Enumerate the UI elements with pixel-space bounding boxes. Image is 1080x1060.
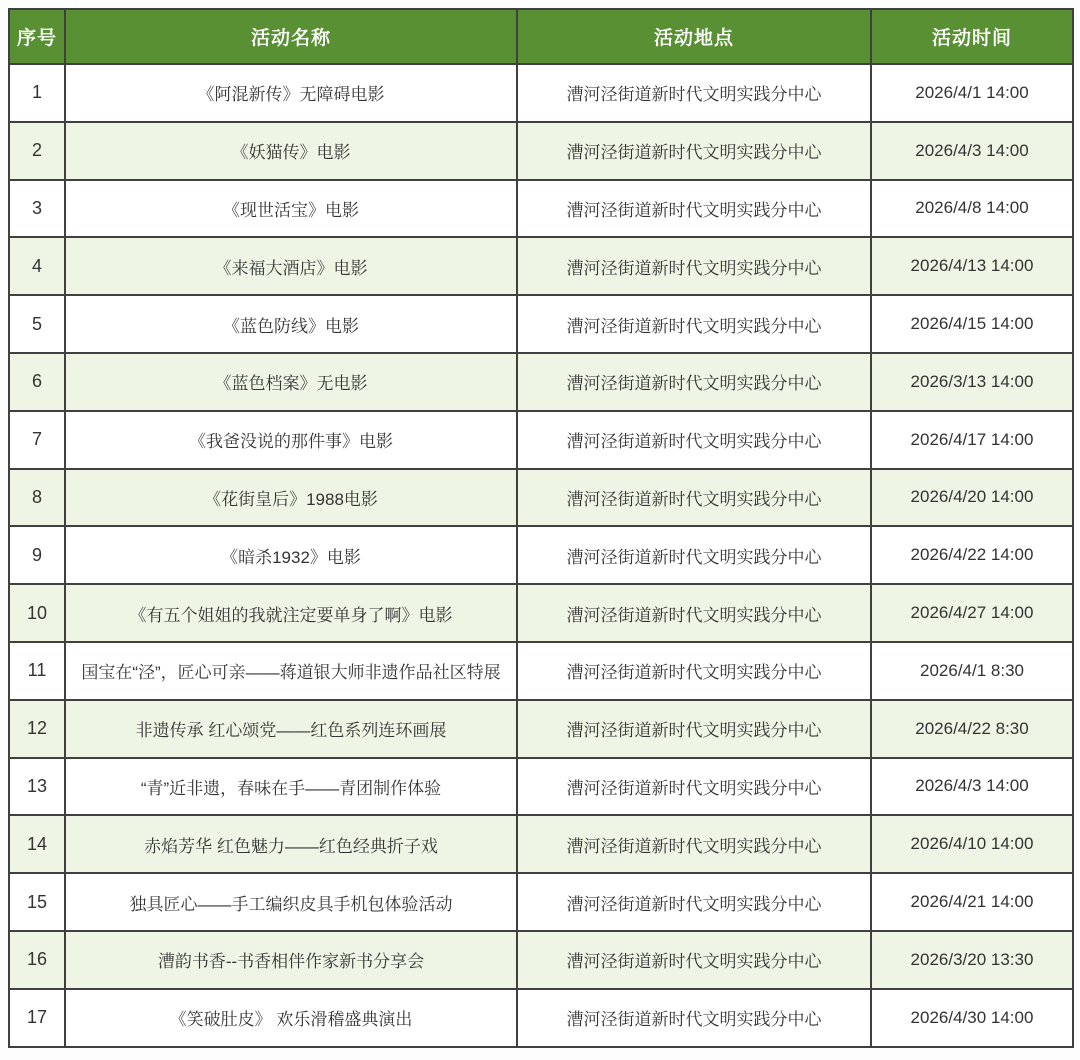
- table-row: [9, 295, 1073, 353]
- row-number-cell: 13: [9, 758, 65, 816]
- activity-location-cell: 漕河泾街道新时代文明实践分中心: [517, 295, 871, 353]
- activity-location-cell: 漕河泾街道新时代文明实践分中心: [517, 64, 871, 122]
- row-number-cell: 8: [9, 469, 65, 527]
- activity-time-cell: 2026/3/20 13:30: [871, 931, 1073, 989]
- table-row: [9, 122, 1073, 180]
- activity-time-cell: 2026/4/22 8:30: [871, 700, 1073, 758]
- activity-time-cell: 2026/4/15 14:00: [871, 295, 1073, 353]
- row-number-cell: 7: [9, 411, 65, 469]
- activity-name-cell: 《蓝色防线》电影: [65, 295, 517, 353]
- activity-time-cell: 2026/4/17 14:00: [871, 411, 1073, 469]
- table-row: [9, 758, 1073, 816]
- column-header-name: 活动名称: [65, 9, 517, 64]
- table-row: [9, 353, 1073, 411]
- activity-name-cell: 《阿混新传》无障碍电影: [65, 64, 517, 122]
- activity-time-cell: 2026/4/27 14:00: [871, 584, 1073, 642]
- table-body: [9, 64, 1073, 1047]
- activity-name-cell: 独具匠心——手工编织皮具手机包体验活动: [65, 873, 517, 931]
- table-header: [9, 9, 1073, 64]
- row-number-cell: 10: [9, 584, 65, 642]
- table-row: [9, 64, 1073, 122]
- activity-name-cell: 漕韵书香--书香相伴作家新书分享会: [65, 931, 517, 989]
- row-number-cell: 11: [9, 642, 65, 700]
- activity-time-cell: 2026/4/8 14:00: [871, 180, 1073, 238]
- table-row: [9, 411, 1073, 469]
- activity-name-cell: 《来福大酒店》电影: [65, 237, 517, 295]
- activity-time-cell: 2026/4/1 8:30: [871, 642, 1073, 700]
- column-header-serial: 序号: [9, 9, 65, 64]
- activity-time-cell: 2026/4/20 14:00: [871, 469, 1073, 527]
- activity-name-cell: 《笑破肚皮》 欢乐滑稽盛典演出: [65, 989, 517, 1047]
- activity-location-cell: 漕河泾街道新时代文明实践分中心: [517, 353, 871, 411]
- table-row: [9, 815, 1073, 873]
- activity-location-cell: 漕河泾街道新时代文明实践分中心: [517, 122, 871, 180]
- row-number-cell: 9: [9, 526, 65, 584]
- table-row: [9, 989, 1073, 1047]
- activity-location-cell: 漕河泾街道新时代文明实践分中心: [517, 469, 871, 527]
- activity-location-cell: 漕河泾街道新时代文明实践分中心: [517, 758, 871, 816]
- activity-name-cell: 《花街皇后》1988电影: [65, 469, 517, 527]
- row-number-cell: 4: [9, 237, 65, 295]
- table-row: [9, 469, 1073, 527]
- table-row: [9, 700, 1073, 758]
- row-number-cell: 5: [9, 295, 65, 353]
- table-row: [9, 584, 1073, 642]
- activity-time-cell: 2026/4/3 14:00: [871, 758, 1073, 816]
- activity-location-cell: 漕河泾街道新时代文明实践分中心: [517, 700, 871, 758]
- table-row: [9, 642, 1073, 700]
- activity-time-cell: 2026/4/13 14:00: [871, 237, 1073, 295]
- activity-name-cell: 《现世活宝》电影: [65, 180, 517, 238]
- activity-location-cell: 漕河泾街道新时代文明实践分中心: [517, 180, 871, 238]
- table-row: [9, 873, 1073, 931]
- row-number-cell: 1: [9, 64, 65, 122]
- row-number-cell: 16: [9, 931, 65, 989]
- activity-name-cell: 《妖猫传》电影: [65, 122, 517, 180]
- activity-location-cell: 漕河泾街道新时代文明实践分中心: [517, 411, 871, 469]
- activity-location-cell: 漕河泾街道新时代文明实践分中心: [517, 815, 871, 873]
- row-number-cell: 2: [9, 122, 65, 180]
- activity-location-cell: 漕河泾街道新时代文明实践分中心: [517, 931, 871, 989]
- activity-name-cell: 国宝在“泾”，匠心可亲——蒋道银大师非遗作品社区特展: [65, 642, 517, 700]
- activity-location-cell: 漕河泾街道新时代文明实践分中心: [517, 584, 871, 642]
- row-number-cell: 6: [9, 353, 65, 411]
- activity-schedule-table: [8, 8, 1074, 1048]
- activity-name-cell: 《蓝色档案》无电影: [65, 353, 517, 411]
- activity-location-cell: 漕河泾街道新时代文明实践分中心: [517, 526, 871, 584]
- table-row: [9, 180, 1073, 238]
- activity-name-cell: 非遗传承 红心颂党——红色系列连环画展: [65, 700, 517, 758]
- activity-name-cell: 《暗杀1932》电影: [65, 526, 517, 584]
- row-number-cell: 12: [9, 700, 65, 758]
- activity-time-cell: 2026/4/1 14:00: [871, 64, 1073, 122]
- activity-location-cell: 漕河泾街道新时代文明实践分中心: [517, 873, 871, 931]
- header-row: [9, 9, 1073, 64]
- activity-location-cell: 漕河泾街道新时代文明实践分中心: [517, 237, 871, 295]
- column-header-location: 活动地点: [517, 9, 871, 64]
- activity-time-cell: 2026/3/13 14:00: [871, 353, 1073, 411]
- activity-time-cell: 2026/4/3 14:00: [871, 122, 1073, 180]
- column-header-time: 活动时间: [871, 9, 1073, 64]
- row-number-cell: 3: [9, 180, 65, 238]
- activity-time-cell: 2026/4/10 14:00: [871, 815, 1073, 873]
- table-row: [9, 526, 1073, 584]
- row-number-cell: 17: [9, 989, 65, 1047]
- table-row: [9, 237, 1073, 295]
- table-row: [9, 931, 1073, 989]
- activity-location-cell: 漕河泾街道新时代文明实践分中心: [517, 989, 871, 1047]
- activity-name-cell: 赤焰芳华 红色魅力——红色经典折子戏: [65, 815, 517, 873]
- activity-name-cell: 《有五个姐姐的我就注定要单身了啊》电影: [65, 584, 517, 642]
- activity-name-cell: “青”近非遗，春味在手——青团制作体验: [65, 758, 517, 816]
- activity-time-cell: 2026/4/21 14:00: [871, 873, 1073, 931]
- row-number-cell: 14: [9, 815, 65, 873]
- row-number-cell: 15: [9, 873, 65, 931]
- activity-time-cell: 2026/4/30 14:00: [871, 989, 1073, 1047]
- activity-name-cell: 《我爸没说的那件事》电影: [65, 411, 517, 469]
- activity-location-cell: 漕河泾街道新时代文明实践分中心: [517, 642, 871, 700]
- activity-time-cell: 2026/4/22 14:00: [871, 526, 1073, 584]
